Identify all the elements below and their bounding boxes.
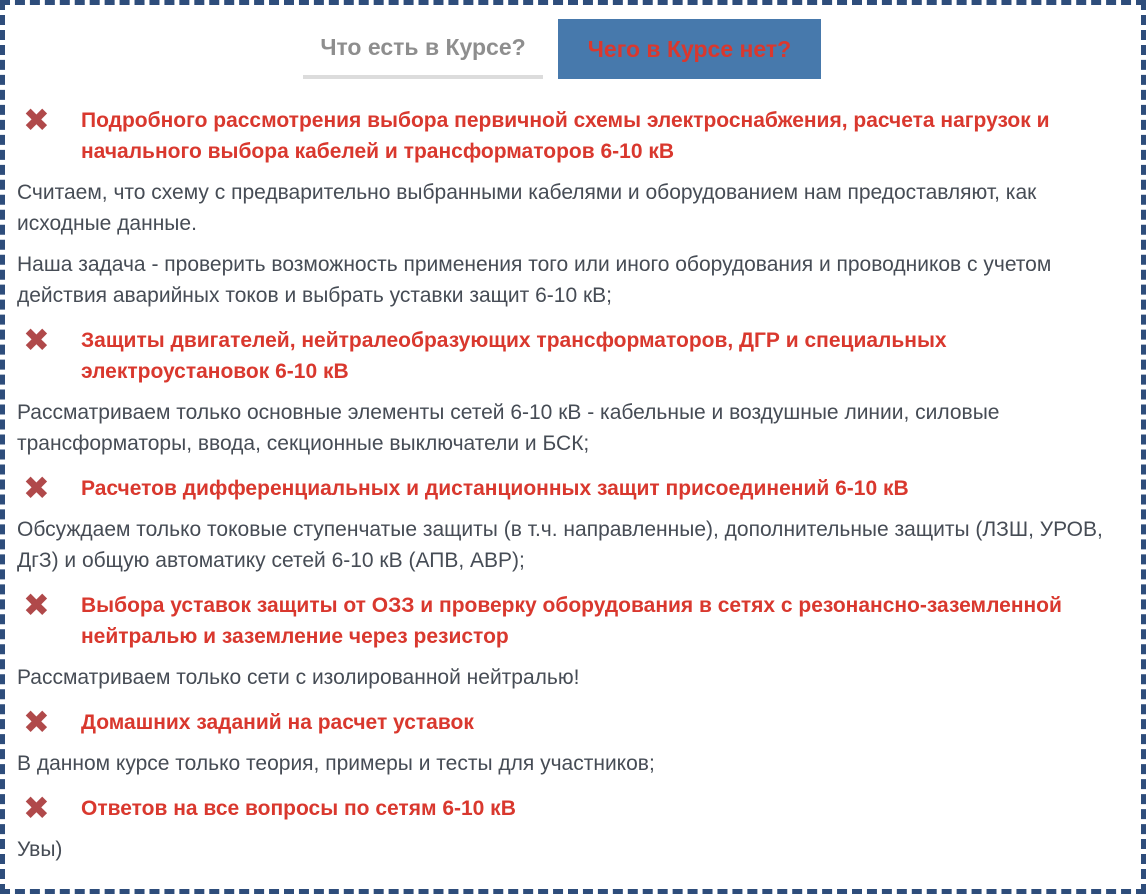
course-tabs <box>17 19 1107 79</box>
missing-items-list <box>17 102 1107 865</box>
list-item <box>17 587 1107 693</box>
x-mark-icon: ✖ <box>23 102 50 138</box>
item-heading: Домашних заданий на расчет уставок <box>81 711 474 734</box>
list-item <box>17 704 1107 779</box>
item-paragraph: Наша задача - проверить возможность применения того или иного оборудования и проводников с учетом действия аварийных токов и выбрать уставки защит 6-10 кВ; <box>17 253 1052 307</box>
item-paragraph: Рассматриваем только основные элементы сетей 6-10 кВ - кабельные и воздушные линии, силовые трансформаторы, ввода, секционные выключатели и БСК; <box>17 401 1000 455</box>
x-mark-icon: ✖ <box>23 470 50 506</box>
item-head <box>17 470 1107 506</box>
tab-what-is-not-in-course[interactable]: Чего в Курсе нет? <box>558 19 821 79</box>
item-heading: Подробного рассмотрения выбора первичной схемы электроснабжения, расчета нагрузок и начального выбора кабелей и трансформаторов 6-10 кВ <box>81 109 1050 163</box>
item-paragraph: В данном курсе только теория, примеры и тесты для участников; <box>17 752 655 775</box>
item-paragraph: Считаем, что схему с предварительно выбранными кабелями и оборудованием нам предоставляют, как исходные данные. <box>17 181 1037 235</box>
item-paragraph: Рассматриваем только сети с изолированной нейтралью! <box>17 666 580 689</box>
list-item <box>17 470 1107 576</box>
list-item <box>17 322 1107 459</box>
item-paragraph: Обсуждаем только токовые ступенчатые защиты (в т.ч. направленные), дополнительные защиты (ЛЗШ, УРОВ, ДгЗ) и общую автоматику сетей 6-10 кВ (АПВ, АВР); <box>17 518 1103 572</box>
x-mark-icon: ✖ <box>23 322 50 358</box>
list-item <box>17 790 1107 865</box>
tab-what-is-in-course[interactable]: Что есть в Курсе? <box>303 34 543 79</box>
item-heading: Расчетов дифференциальных и дистанционных защит присоединений 6-10 кВ <box>81 477 909 500</box>
item-heading: Ответов на все вопросы по сетям 6-10 кВ <box>81 797 516 820</box>
item-head <box>17 322 1107 387</box>
x-mark-icon: ✖ <box>23 704 50 740</box>
item-head <box>17 587 1107 652</box>
item-paragraph: Увы) <box>17 838 63 861</box>
item-head <box>17 790 1107 826</box>
x-mark-icon: ✖ <box>23 587 50 623</box>
list-item <box>17 102 1107 311</box>
item-heading: Защиты двигателей, нейтралеобразующих трансформаторов, ДГР и специальных электроустановок 6-10 кВ <box>81 329 947 383</box>
item-head <box>17 102 1107 167</box>
x-mark-icon: ✖ <box>23 790 50 826</box>
item-heading: Выбора уставок защиты от ОЗЗ и проверку оборудования в сетях с резонансно-заземленной нейтралью и заземление через резистор <box>81 594 1062 648</box>
item-head <box>17 704 1107 740</box>
